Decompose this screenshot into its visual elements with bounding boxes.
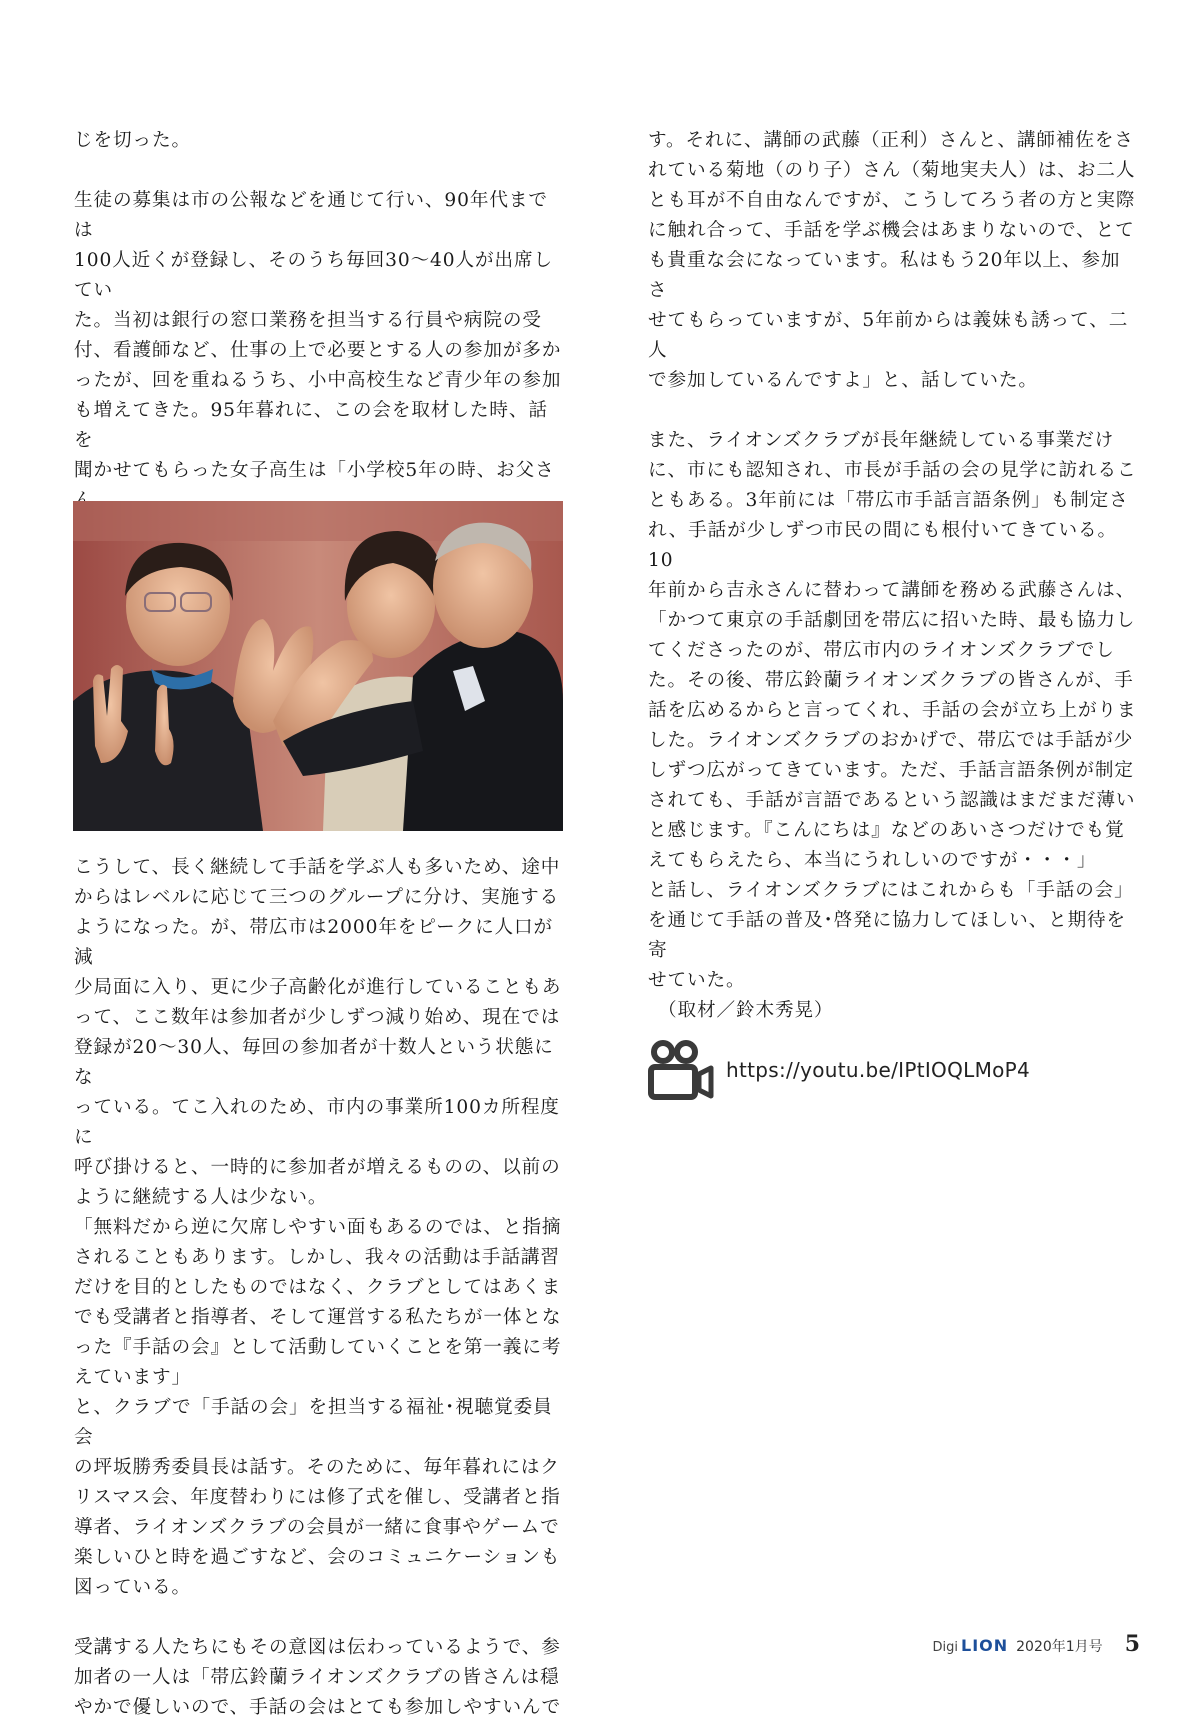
text-line: 「かつて東京の手話劇団を帯広に招いた時、最も協力し: [648, 610, 1136, 631]
text-line: 楽しいひと時を過ごすなど、会のコミュニケーションも: [74, 1547, 561, 1568]
text-line: った『手話の会』として活動していくことを第一義に考: [74, 1337, 562, 1358]
text-line: ように継続する人は少ない。: [74, 1187, 328, 1208]
text-line: って、ここ数年は参加者が少しずつ減り始め、現在では: [74, 1007, 561, 1028]
text-line: も貴重な会になっています。私はもう20年以上、参加さ: [648, 250, 1121, 301]
text-line: た。その後、帯広鈴蘭ライオンズクラブの皆さんが、手: [648, 670, 1134, 691]
text-line: されることもあります。しかし、我々の活動は手話講習: [74, 1247, 560, 1268]
text-line: えています」: [74, 1367, 191, 1388]
text-line: の坪坂勝秀委員長は話す。そのために、毎年暮れにはク: [74, 1457, 560, 1478]
text-line: 図っている。: [74, 1577, 191, 1598]
text-line: ようになった。が、帯広市は2000年をピークに人口が減: [74, 917, 554, 968]
paragraph-gap: [74, 156, 564, 186]
text-line: 聞かせてもらった女子高生は「小学校5年の時、お父さ: [74, 460, 555, 481]
text-line: 導者、ライオンズクラブの会員が一緒に食事やゲームで: [74, 1517, 560, 1538]
text-line: 少局面に入り、更に少子高齢化が進行していることもあ: [74, 977, 562, 998]
text-line: しずつ広がってきています。ただ、手話言語条例が制定: [648, 760, 1134, 781]
text-line: 登録が20〜30人、毎回の参加者が十数人という状態にな: [74, 1037, 554, 1088]
text-line: リスマス会、年度替わりには修了式を催し、受講者と指: [74, 1487, 561, 1508]
paragraph-gap: [648, 396, 1138, 426]
text-line: 受講する人たちにもその意図は伝わっているようで、参: [74, 1637, 561, 1658]
text-line: また、ライオンズクラブが長年継続している事業だけ: [648, 430, 1115, 451]
text-line: に触れ合って、手話を学ぶ機会はあまりないので、とて: [648, 220, 1135, 241]
text-line: と感じます。『こんにちは』などのあいさつだけでも覚: [648, 820, 1125, 841]
text-line: やかで優しいので、手話の会はとても参加しやすいんで: [74, 1697, 561, 1718]
text-line: 話を広めるからと言ってくれ、手話の会が立ち上がりま: [648, 700, 1137, 721]
video-link[interactable]: [648, 1040, 1030, 1100]
text-line: てくださったのが、帯広市内のライオンズクラブでし: [648, 640, 1115, 661]
text-line: とも耳が不自由なんですが、こうしてろう者の方と実際: [648, 190, 1136, 211]
page-number: 5: [1124, 1631, 1140, 1657]
text-line: 年前から吉永さんに替わって講師を務める武藤さんは、: [648, 580, 1136, 601]
text-line: えてもらえたら、本当にうれしいのですが・・・」: [648, 850, 1097, 871]
article-photo: [73, 501, 563, 831]
text-line: せていた。: [648, 970, 746, 991]
video-url-link[interactable]: https://youtu.be/IPtIOQLMoP4: [726, 1058, 1031, 1082]
video-camera-icon: [648, 1040, 714, 1100]
reporter-credit: （取材／鈴木秀晃）: [658, 1000, 834, 1021]
text-line: ったが、回を重ねるうち、小中高校生など青少年の参加: [74, 370, 562, 391]
text-line: 100人近くが登録し、そのうち毎回30〜40人が出席してい: [74, 250, 553, 301]
text-line: こうして、長く継続して手話を学ぶ人も多いため、途中: [74, 857, 561, 878]
magazine-brand-lion: LION: [961, 1636, 1009, 1655]
article-column-left-bottom: [74, 853, 564, 1723]
text-line: した。ライオンズクラブのおかげで、帯広では手話が少: [648, 730, 1134, 751]
page-footer: [933, 1631, 1141, 1657]
text-line: 生徒の募集は市の公報などを通じて行い、90年代までは: [74, 190, 548, 241]
issue-date: 2020年1月号: [1016, 1639, 1103, 1655]
text-line: からはレベルに応じて三つのグループに分け、実施する: [74, 887, 560, 908]
text-line: じを切った。: [74, 130, 191, 151]
text-line: 付、看護師など、仕事の上で必要とする人の参加が多か: [74, 340, 562, 361]
text-line: に、市にも認知され、市長が手話の会の見学に訪れるこ: [648, 460, 1137, 481]
text-line: されても、手話が言語であるという認識はまだまだ薄い: [648, 790, 1136, 811]
text-line: た。当初は銀行の窓口業務を担当する行員や病院の受: [74, 310, 542, 331]
magazine-brand-digi: Digi: [932, 1640, 958, 1655]
text-line: と、クラブで「手話の会」を担当する福祉･視聴覚委員会: [74, 1397, 553, 1448]
text-line: す。それに、講師の武藤（正利）さんと、講師補佐をさ: [648, 130, 1134, 151]
text-line: ともある。3年前には「帯広市手話言語条例」も制定さ: [648, 490, 1129, 511]
text-line: れ、手話が少しずつ市民の間にも根付いてきている。10: [648, 520, 1117, 571]
text-line: 呼び掛けると、一時的に参加者が増えるものの、以前の: [74, 1157, 561, 1178]
text-line: も増えてきた。95年暮れに、この会を取材した時、話を: [74, 400, 548, 451]
text-line: 加者の一人は「帯広鈴蘭ライオンズクラブの皆さんは穏: [74, 1667, 560, 1688]
text-line: と話し、ライオンズクラブにはこれからも「手話の会」: [648, 880, 1134, 901]
text-line: だけを目的としたものではなく、クラブとしてはあくま: [74, 1277, 561, 1298]
text-line: でも受講者と指導者、そして運営する私たちが一体とな: [74, 1307, 562, 1328]
text-line: 「無料だから逆に欠席しやすい面もあるのでは、と指摘: [74, 1217, 562, 1238]
text-line: せてもらっていますが、5年前からは義妹も誘って、二人: [648, 310, 1129, 361]
text-line: を通じて手話の普及･啓発に協力してほしい、と期待を寄: [648, 910, 1127, 961]
text-line: れている菊地（のり子）さん（菊地実夫人）は、お二人: [648, 160, 1136, 181]
photo-sign-language-class: [73, 501, 563, 831]
text-line: で参加しているんですよ」と、話していた。: [648, 370, 1038, 391]
text-line: っている。てこ入れのため、市内の事業所100カ所程度に: [74, 1097, 560, 1148]
paragraph-gap: [74, 1603, 564, 1633]
article-column-right: [648, 126, 1138, 1026]
